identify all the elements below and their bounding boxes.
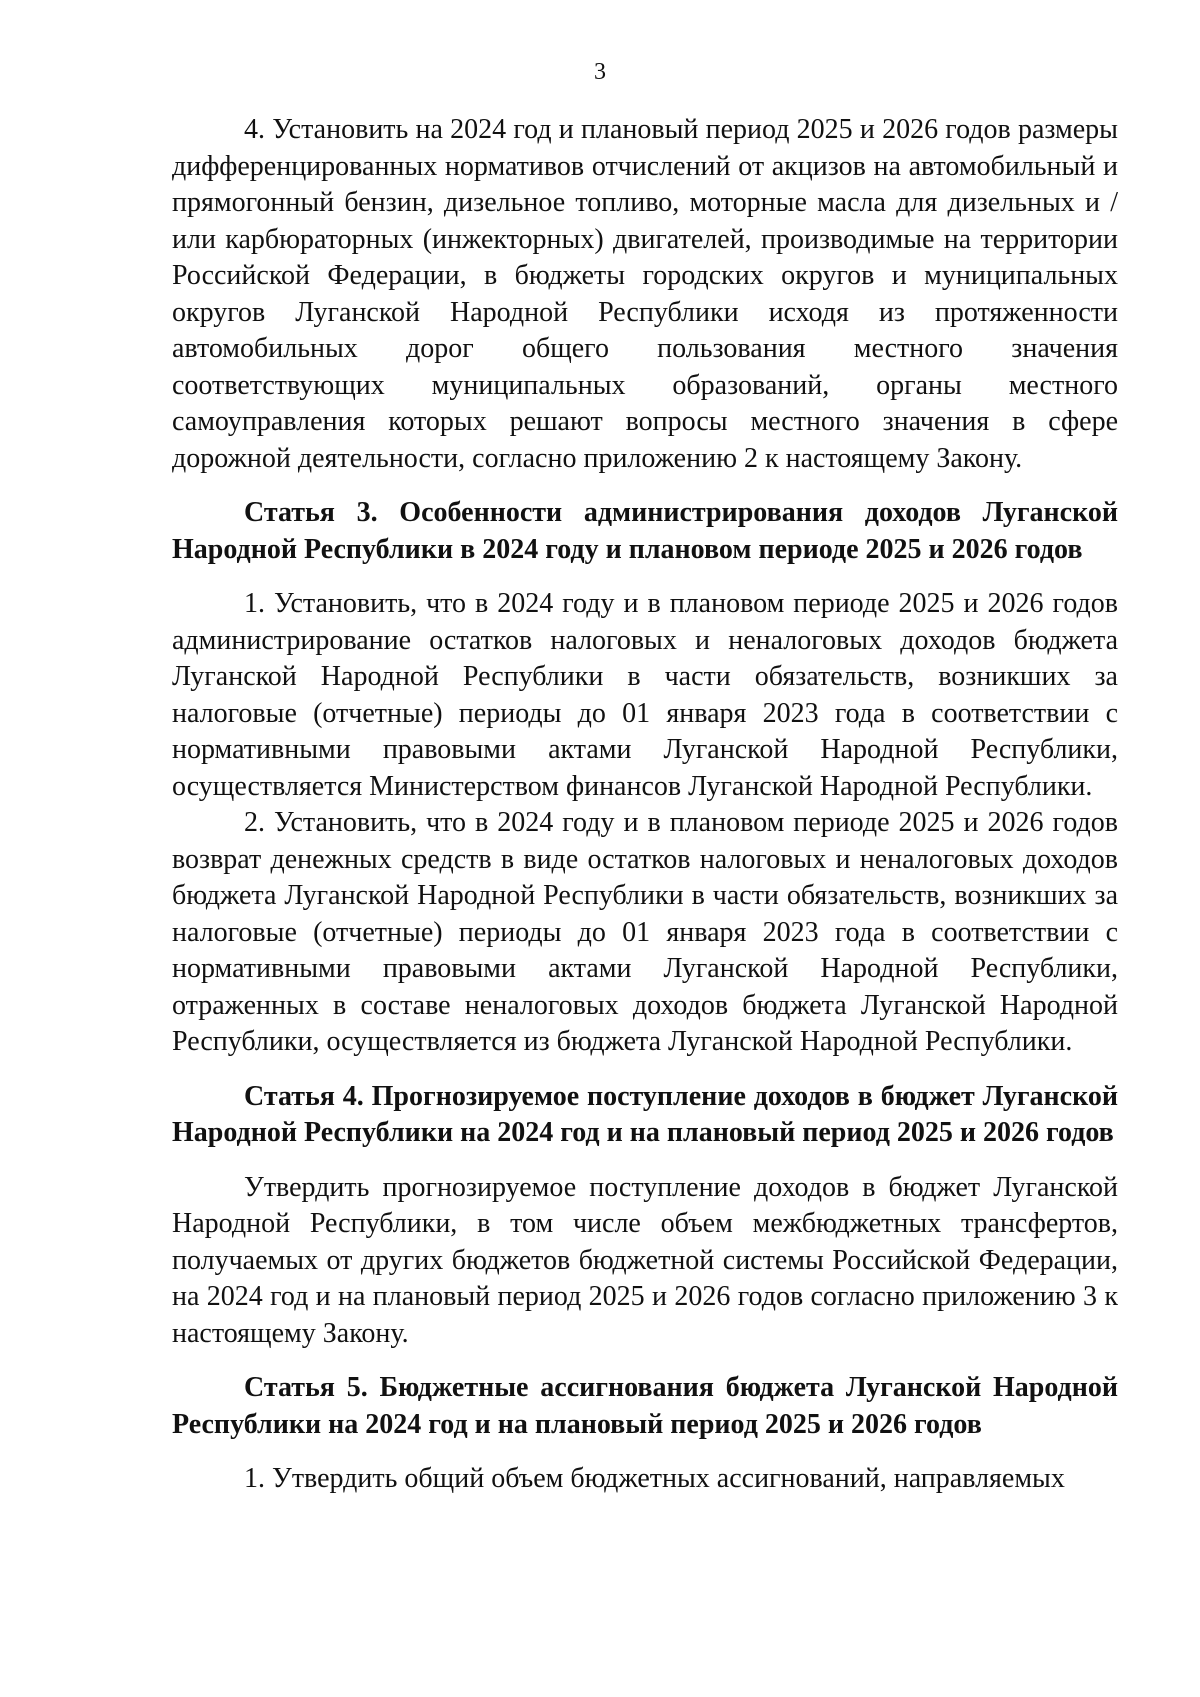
heading-article-3: Статья 3. Особенности администрирования доходов Луганской Народной Республики в 2024 году и плановом периоде 2025 и 2026 годов xyxy=(172,497,1118,565)
document-body xyxy=(172,112,1118,1498)
paragraph-article2-item4: 4. Установить на 2024 год и плановый период 2025 и 2026 годов размеры дифференцированных нормативов отчислений от акцизов на автомобильный и прямогонный бензин, дизельное топливо, моторные масла для дизельных и / или карбюраторных (инжекторных) двигателей, производимые на территории Российской Федерации, в бюджеты городских округов и муниципальных округов Луганской Народной Республики исходя из протяженности автомобильных дорог общего пользования местного значения соответствующих муниципальных образований, органы местного самоуправления которых решают вопросы местного значения в сфере дорожной деятельности, согласно приложению 2 к настоящему Закону. xyxy=(172,114,1118,474)
paragraph-article4: Утвердить прогнозируемое поступление доходов в бюджет Луганской Народной Республики, в том числе объем межбюджетных трансфертов, получаемых от других бюджетов бюджетной системы Российской Федерации, на 2024 год и на плановый период 2025 и 2026 годов согласно приложению 3 к настоящему Закону. xyxy=(172,1171,1118,1349)
paragraph-article5-item1: 1. Утвердить общий объем бюджетных ассигнований, направляемых xyxy=(244,1463,1065,1494)
heading-article-4: Статья 4. Прогнозируемое поступление доходов в бюджет Луганской Народной Республики на 2024 год и на плановый период 2025 и 2026 годов xyxy=(172,1080,1118,1148)
page-number: 3 xyxy=(594,59,606,85)
paragraph-article3-item1: 1. Установить, что в 2024 году и в плановом периоде 2025 и 2026 годов администрирование остатков налоговых и неналоговых доходов бюджета Луганской Народной Республики в части обязательств, возникших за налоговые (отчетные) периоды до 01 января 2023 года в соответствии с нормативными правовыми актами Луганской Народной Республики, осуществляется Министерством финансов Луганской Народной Республики. xyxy=(172,588,1118,802)
paragraph-article3-item2: 2. Установить, что в 2024 году и в плановом периоде 2025 и 2026 годов возврат денежных средств в виде остатков налоговых и неналоговых доходов бюджета Луганской Народной Республики в части обязательств, возникших за налоговые (отчетные) периоды до 01 января 2023 года в соответствии с нормативными правовыми актами Луганской Народной Республики, отраженных в составе неналоговых доходов бюджета Луганской Народной Республики, осуществляется из бюджета Луганской Народной Республики. xyxy=(172,807,1118,1057)
heading-article-5: Статья 5. Бюджетные ассигнования бюджета Луганской Народной Республики на 2024 год и на плановый период 2025 и 2026 годов xyxy=(172,1372,1118,1440)
